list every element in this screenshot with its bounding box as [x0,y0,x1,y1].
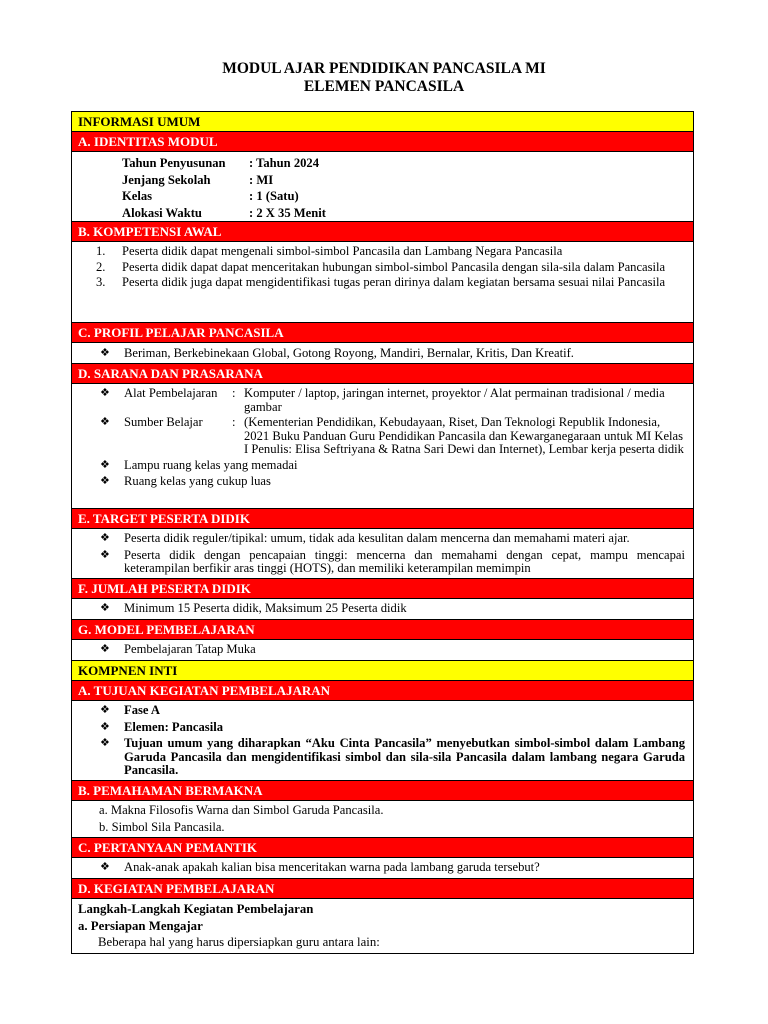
title-line-2: ELEMEN PANCASILA [303,78,465,95]
sarana-body [72,384,693,509]
identitas-row: Alokasi Waktu : 2 X 35 Menit [122,205,326,220]
section-sarana-prasarana: D. SARANA DAN PRASARANA [72,364,693,384]
identitas-body [72,152,693,222]
persiapan-text: Beberapa hal yang harus dipersiapkan guru antara lain: [98,935,380,949]
pertanyaan-body [72,858,693,879]
diamond-bullet-icon: ❖ [100,720,110,733]
list-item: ❖ Fase A [72,704,693,718]
kegiatan-body [72,899,693,951]
tujuan-body [72,701,693,781]
section-tujuan-kegiatan: A. TUJUAN KEGIATAN PEMBELAJARAN [72,681,693,701]
list-item: ❖ Beriman, Berkebinekaan Global, Gotong Royong, Mandiri, Bernalar, Kritis, Dan Kreatif. [72,347,693,361]
list-item: 2. Peserta didik dapat dapat menceritakan hubungan simbol-simbol Pancasila dengan sila-sila dalam Pancasila [96,259,666,274]
pemahaman-body [72,801,693,838]
section-kompetensi-awal: B. KOMPETENSI AWAL [72,222,693,242]
list-item: ❖ Ruang kelas yang cukup luas [72,475,693,489]
module-table [71,111,694,954]
list-item: ❖ Lampu ruang kelas yang memadai [72,459,693,473]
diamond-bullet-icon: ❖ [100,347,110,359]
title-line-1: MODUL AJAR PENDIDIKAN PANCASILA MI [222,60,546,77]
list-item: ❖ Elemen: Pancasila [72,721,693,735]
langkah-heading: Langkah-Langkah Kegiatan Pembelajaran [78,902,314,916]
section-informasi-umum: INFORMASI UMUM [72,112,693,132]
diamond-bullet-icon: ❖ [100,548,110,561]
identitas-row: Tahun Penyusunan : Tahun 2024 [122,156,320,170]
diamond-bullet-icon: ❖ [100,602,110,614]
section-jumlah-peserta: F. JUMLAH PESERTA DIDIK [72,579,693,599]
diamond-bullet-icon: ❖ [100,416,110,428]
diamond-bullet-icon: ❖ [100,861,110,873]
list-item: 3. Peserta didik juga dapat mengidentifikasi tugas peran dirinya dalam kegiatan bersama sesuai nilai Pancasila [96,275,666,289]
list-item: 1. Peserta didik dapat mengenali simbol-simbol Pancasila dan Lambang Negara Pancasila [96,244,563,258]
diamond-bullet-icon: ❖ [100,737,110,749]
persiapan-heading: a. Persiapan Mengajar [78,918,203,933]
section-identitas-modul: A. IDENTITAS MODUL [72,132,693,152]
diamond-bullet-icon: ❖ [100,387,110,399]
diamond-bullet-icon: ❖ [100,704,110,716]
profil-body [72,343,693,364]
list-item: ❖ Sumber Belajar : (Kementerian Pendidikan, Kebudayaan, Riset, Dan Teknologi Republik Indonesia, 2021 Buku Panduan Guru Pendidikan Pancasila dan Kewarganegaraan untuk MI Kelas I Penulis: Elisa Seftriyana & Ratna Sari Dewi dan Internet), Lembar kerja peserta didik [72,416,693,457]
section-profil-pelajar: C. PROFIL PELAJAR PANCASILA [72,323,693,343]
diamond-bullet-icon: ❖ [100,532,110,544]
list-item: ❖ Peserta didik reguler/tipikal: umum, tidak ada kesulitan dalam mencerna dan memahami materi ajar. [72,532,693,546]
section-pemahaman-bermakna: B. PEMAHAMAN BERMAKNA [72,781,693,801]
model-body [72,640,693,661]
section-pertanyaan-pemantik: C. PERTANYAAN PEMANTIK [72,838,693,858]
target-body [72,529,693,579]
list-item: ❖ Peserta didik dengan pencapaian tinggi: mencerna dan memahami dengan cepat, mampu mencapai keterampilan berfikir aras tinggi (HOTS), dan memiliki keterampilan memimpin [72,549,693,576]
identitas-row: Jenjang Sekolah : MI [122,172,274,187]
list-item: b. Simbol Sila Pancasila. [99,820,225,834]
section-kegiatan-pembelajaran: D. KEGIATAN PEMBELAJARAN [72,879,693,899]
diamond-bullet-icon: ❖ [100,475,110,487]
list-item: ❖ Tujuan umum yang diharapkan “Aku Cinta Pancasila” menyebutkan simbol-simbol dalam Lambang Garuda Pancasila dan mengidentifikasi simbol dan sila-sila Pancasila dalam lambang negara Garuda Pancasila. [72,737,693,778]
section-target-peserta: E. TARGET PESERTA DIDIK [72,509,693,529]
kompetensi-body [72,242,693,323]
jumlah-body [72,599,693,620]
diamond-bullet-icon: ❖ [100,643,110,655]
list-item: a. Makna Filosofis Warna dan Simbol Garuda Pancasila. [99,803,384,817]
diamond-bullet-icon: ❖ [100,458,110,471]
section-model-pembelajaran: G. MODEL PEMBELAJARAN [72,620,693,640]
identitas-row: Kelas : 1 (Satu) [122,189,299,203]
section-komponen-inti: KOMPNEN INTI [72,661,693,681]
list-item: ❖ Alat Pembelajaran : Komputer / laptop, jaringan internet, proyektor / Alat permainan tradisional / media gambar [72,387,693,414]
list-item: ❖ Minimum 15 Peserta didik, Maksimum 25 Peserta didik [72,602,693,616]
document-title [0,60,768,96]
list-item: ❖ Pembelajaran Tatap Muka [72,643,693,657]
list-item: ❖ Anak-anak apakah kalian bisa menceritakan warna pada lambang garuda tersebut? [72,861,693,875]
